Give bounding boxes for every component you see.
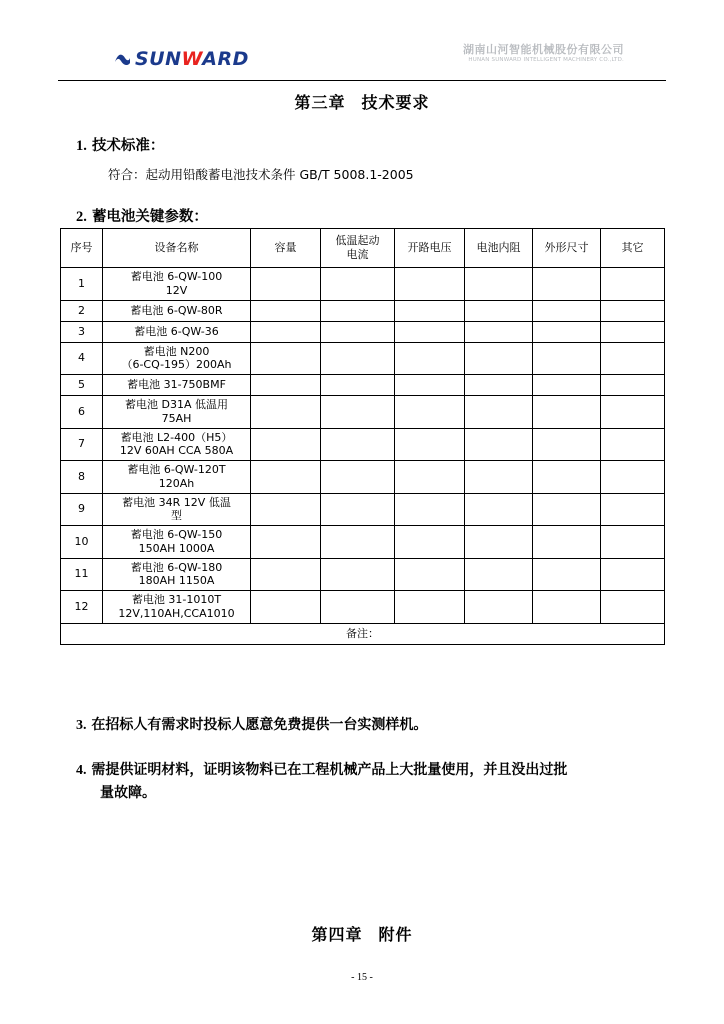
cell-open-voltage [395, 558, 465, 591]
cell-internal-resistance [465, 300, 533, 321]
cell-seq: 6 [61, 396, 103, 429]
cell-seq: 11 [61, 558, 103, 591]
cell-capacity [251, 526, 321, 559]
cell-low-temp-current [321, 342, 395, 375]
table-row [61, 342, 665, 375]
chapter-4-title [0, 922, 724, 945]
note-3-number: 3. [76, 718, 87, 733]
col-header-seq: 序号 [61, 229, 103, 268]
remark-cell: 备注： [61, 623, 665, 644]
cell-capacity [251, 396, 321, 429]
cell-internal-resistance [465, 493, 533, 526]
cell-name: 蓄电池 D31A 低温用 75AH [103, 396, 251, 429]
cell-seq: 1 [61, 268, 103, 301]
logo-text-left: SUN [135, 48, 182, 70]
cell-low-temp-current [321, 321, 395, 342]
cell-capacity [251, 461, 321, 494]
cell-open-voltage [395, 428, 465, 461]
cell-low-temp-current [321, 591, 395, 624]
cell-low-temp-current [321, 300, 395, 321]
col-header-dimensions: 外形尺寸 [533, 229, 601, 268]
logo-text-mid: W [181, 48, 203, 70]
cell-capacity [251, 268, 321, 301]
cell-open-voltage [395, 300, 465, 321]
cell-other [601, 396, 665, 429]
cell-dimensions [533, 526, 601, 559]
cell-name: 蓄电池 6-QW-120T 120Ah [103, 461, 251, 494]
cell-dimensions [533, 342, 601, 375]
cell-name: 蓄电池 6-QW-36 [103, 321, 251, 342]
cell-low-temp-current [321, 461, 395, 494]
col-header-low-temp-line1: 低温起动 [335, 234, 380, 248]
cell-capacity [251, 321, 321, 342]
note-4-text-cont: 量故障。 [100, 785, 156, 802]
cell-dimensions [533, 558, 601, 591]
cell-internal-resistance [465, 342, 533, 375]
cell-dimensions [533, 396, 601, 429]
col-header-name: 设备名称 [103, 229, 251, 268]
cell-seq: 10 [61, 526, 103, 559]
cell-open-voltage [395, 526, 465, 559]
note-3-text: 在招标人有需求时投标人愿意免费提供一台实测样机。 [91, 717, 428, 733]
cell-low-temp-current [321, 268, 395, 301]
col-header-open-voltage: 开路电压 [395, 229, 465, 268]
company-name-cn: 湖南山河智能机械股份有限公司 [463, 43, 624, 56]
col-header-internal-resistance: 电池内阻 [465, 229, 533, 268]
cell-open-voltage [395, 268, 465, 301]
cell-dimensions [533, 375, 601, 396]
cell-low-temp-current [321, 428, 395, 461]
company-name-en: HUNAN SUNWARD INTELLIGENT MACHINERY CO.,LTD. [468, 57, 624, 64]
cell-low-temp-current [321, 375, 395, 396]
chapter-4-label: 第四章 [311, 925, 363, 944]
table-row [61, 558, 665, 591]
cell-dimensions [533, 321, 601, 342]
table-row [61, 300, 665, 321]
cell-open-voltage [395, 493, 465, 526]
cell-other [601, 342, 665, 375]
table-row [61, 375, 665, 396]
cell-dimensions [533, 461, 601, 494]
page-number: - 15 - [351, 972, 373, 983]
cell-other [601, 526, 665, 559]
cell-internal-resistance [465, 558, 533, 591]
note-4-text: 需提供证明材料，证明该物料已在工程机械产品上大批量使用，并且没出过批 [91, 762, 568, 778]
cell-seq: 5 [61, 375, 103, 396]
section-1-title: 技术标准： [91, 138, 165, 154]
cell-internal-resistance [465, 526, 533, 559]
table-row [61, 526, 665, 559]
logo-text [135, 49, 249, 69]
cell-seq: 3 [61, 321, 103, 342]
section-1-heading [76, 134, 164, 155]
section-1-body: 符合：起动用铅酸蓄电池技术条件 GB/T 5008.1-2005 [108, 167, 414, 182]
battery-parameters-table-wrap [60, 228, 664, 645]
cell-capacity [251, 558, 321, 591]
chapter-title [0, 90, 724, 113]
cell-low-temp-current [321, 493, 395, 526]
cell-other [601, 591, 665, 624]
cell-name: 蓄电池 31-1010T 12V,110AH,CCA1010 [103, 591, 251, 624]
cell-open-voltage [395, 321, 465, 342]
table-row [61, 428, 665, 461]
cell-name: 蓄电池 6-QW-80R [103, 300, 251, 321]
section-2-title: 蓄电池关键参数： [91, 209, 208, 225]
logo-text-right: ARD [202, 48, 249, 70]
cell-other [601, 268, 665, 301]
section-2-heading [76, 205, 208, 226]
col-header-other: 其它 [601, 229, 665, 268]
col-header-low-temp-line2: 电流 [346, 248, 369, 261]
table-remark-row [61, 623, 665, 644]
section-1-number: 1. [76, 138, 87, 154]
table-body [61, 268, 665, 645]
company-name-block [463, 44, 624, 63]
cell-internal-resistance [465, 268, 533, 301]
cell-other [601, 300, 665, 321]
cell-open-voltage [395, 591, 465, 624]
table-row [61, 268, 665, 301]
cell-low-temp-current [321, 558, 395, 591]
cell-other [601, 558, 665, 591]
col-header-capacity: 容量 [251, 229, 321, 268]
cell-dimensions [533, 428, 601, 461]
note-4-number: 4. [76, 763, 87, 778]
table-row [61, 493, 665, 526]
cell-internal-resistance [465, 321, 533, 342]
cell-internal-resistance [465, 396, 533, 429]
cell-low-temp-current [321, 526, 395, 559]
cell-internal-resistance [465, 375, 533, 396]
cell-dimensions [533, 268, 601, 301]
col-header-low-temp-current [321, 229, 395, 268]
cell-capacity [251, 375, 321, 396]
table-header-row [61, 229, 665, 268]
page-header [60, 44, 664, 78]
table-row [61, 461, 665, 494]
cell-capacity [251, 493, 321, 526]
cell-internal-resistance [465, 428, 533, 461]
cell-name: 蓄电池 L2-400（H5） 12V 60AH CCA 580A [103, 428, 251, 461]
cell-open-voltage [395, 396, 465, 429]
cell-name: 蓄电池 6-QW-180 180AH 1150A [103, 558, 251, 591]
cell-seq: 8 [61, 461, 103, 494]
table-row [61, 321, 665, 342]
note-3 [76, 714, 427, 737]
cell-seq: 4 [61, 342, 103, 375]
cell-capacity [251, 300, 321, 321]
cell-name: 蓄电池 31-750BMF [103, 375, 251, 396]
chapter-title-text: 技术要求 [361, 93, 430, 112]
cell-dimensions [533, 300, 601, 321]
cell-internal-resistance [465, 461, 533, 494]
cell-dimensions [533, 591, 601, 624]
cell-open-voltage [395, 375, 465, 396]
header-divider [58, 80, 666, 81]
cell-other [601, 321, 665, 342]
section-2-number: 2. [76, 209, 87, 225]
cell-seq: 9 [61, 493, 103, 526]
table-row [61, 591, 665, 624]
note-4 [76, 759, 651, 805]
cell-capacity [251, 342, 321, 375]
cell-other [601, 428, 665, 461]
cell-dimensions [533, 493, 601, 526]
logo-mark-icon [112, 49, 132, 69]
cell-seq: 2 [61, 300, 103, 321]
battery-parameters-table [60, 228, 665, 645]
cell-seq: 7 [61, 428, 103, 461]
cell-other [601, 461, 665, 494]
cell-other [601, 375, 665, 396]
chapter-4-text: 附件 [378, 925, 413, 944]
cell-other [601, 493, 665, 526]
cell-capacity [251, 591, 321, 624]
chapter-title-label: 第三章 [294, 93, 346, 112]
cell-open-voltage [395, 342, 465, 375]
sunward-logo [112, 46, 249, 72]
cell-capacity [251, 428, 321, 461]
cell-name: 蓄电池 6-QW-150 150AH 1000A [103, 526, 251, 559]
cell-open-voltage [395, 461, 465, 494]
cell-internal-resistance [465, 591, 533, 624]
table-row [61, 396, 665, 429]
cell-name: 蓄电池 N200 （6-CQ-195）200Ah [103, 342, 251, 375]
cell-name: 蓄电池 6-QW-100 12V [103, 268, 251, 301]
cell-seq: 12 [61, 591, 103, 624]
cell-low-temp-current [321, 396, 395, 429]
cell-name: 蓄电池 34R 12V 低温 型 [103, 493, 251, 526]
